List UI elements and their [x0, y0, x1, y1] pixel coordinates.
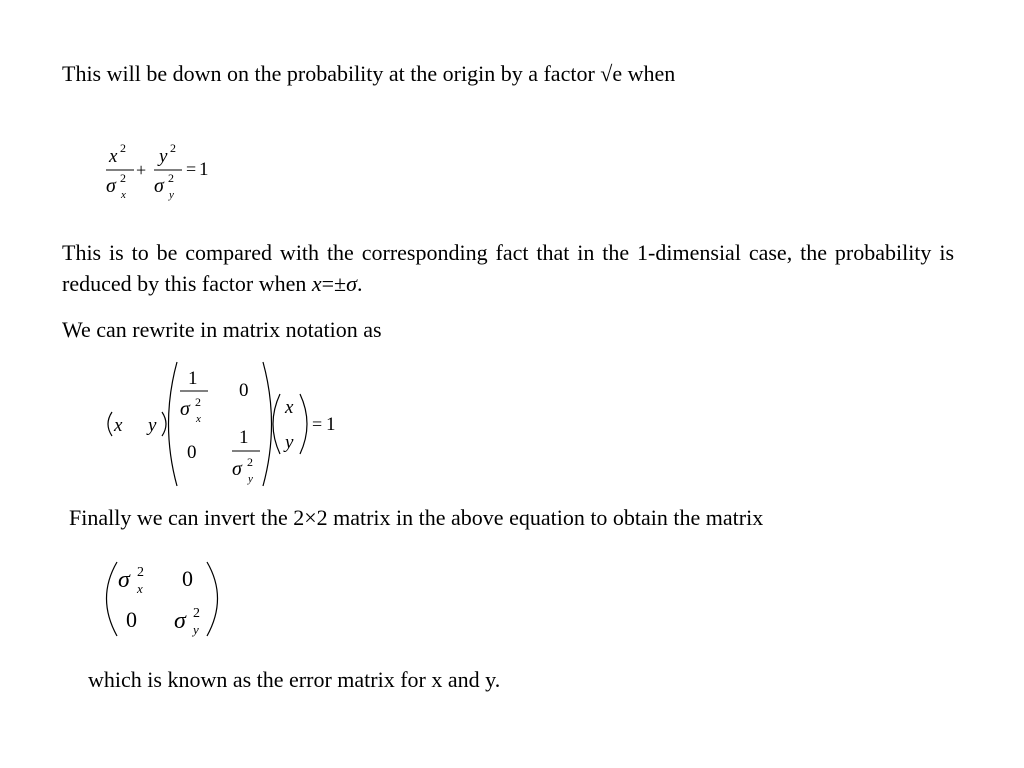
eq1-denominator-sigma-y-exponent: 2 — [168, 171, 174, 185]
paragraph-comparison-text: This is to be compared with the corresponding fact that in the 1-dimensial case, the probability is reduced by this factor when — [62, 240, 954, 296]
eq1-denominator-sigma-y-subscript: y — [169, 189, 174, 201]
eq1-numerator-y: y — [159, 146, 168, 167]
eq2-m11-numerator: 1 — [188, 368, 198, 389]
eq2-col-vector-left-paren — [273, 394, 280, 454]
eq2-m11-sigma-subscript: x — [196, 413, 201, 425]
matrix-equation — [108, 362, 336, 486]
eq2-m22-sigma-exponent: 2 — [247, 455, 253, 469]
eq2-rhs: 1 — [326, 414, 336, 435]
eq2-m11-sigma: σ — [180, 398, 190, 420]
inline-sigma: σ — [346, 271, 357, 296]
eq2-col-vector-x: x — [285, 397, 294, 418]
inline-equals-plusminus: =± — [321, 271, 347, 296]
eq2-matrix-right-paren — [263, 362, 272, 486]
eq3-left-paren — [107, 562, 118, 636]
paragraph-invert-matrix: Finally we can invert the 2×2 matrix in the above equation to obtain the matrix — [69, 505, 764, 530]
paragraph-comparison — [62, 237, 954, 299]
eq3-m22-sigma-subscript: y — [193, 622, 199, 637]
eq3-m22-sigma-exponent: 2 — [193, 606, 200, 621]
eq3-m11-sigma-subscript: x — [137, 581, 143, 596]
eq2-equals: = — [312, 414, 323, 434]
eq2-col-vector-y: y — [285, 432, 294, 453]
eq3-m22-sigma: σ — [174, 608, 186, 634]
eq2-matrix-left-paren — [169, 362, 178, 486]
eq2-row-vector-x: x — [114, 415, 123, 436]
eq2-row-vector-y: y — [148, 415, 157, 436]
eq1-numerator-x-exponent: 2 — [120, 141, 126, 155]
eq1-equals: = — [186, 159, 197, 179]
eq1-denominator-sigma-x-exponent: 2 — [120, 171, 126, 185]
eq1-numerator-y-exponent: 2 — [170, 141, 176, 155]
eq2-m12-zero: 0 — [239, 380, 249, 401]
eq1-plus: + — [136, 160, 147, 180]
eq1-denominator-sigma-y: σ — [154, 175, 164, 197]
eq3-m12-zero: 0 — [182, 566, 193, 591]
paragraph-intro: This will be down on the probability at the origin by a factor √e when — [62, 61, 676, 86]
eq2-row-vector-left-paren — [108, 412, 112, 436]
eq1-denominator-sigma-x: σ — [106, 175, 116, 197]
eq2-col-vector-right-paren — [300, 394, 307, 454]
error-matrix — [107, 562, 218, 637]
paragraph-error-matrix: which is known as the error matrix for x and y. — [88, 667, 501, 692]
inline-variable-x: x — [311, 271, 322, 296]
eq3-right-paren — [207, 562, 218, 636]
eq1-rhs: 1 — [199, 159, 209, 180]
eq3-m11-sigma: σ — [118, 567, 130, 593]
eq2-m22-numerator: 1 — [239, 427, 249, 448]
eq2-row-vector-right-paren — [162, 412, 166, 436]
ellipse-equation — [106, 141, 209, 201]
inline-period: . — [356, 271, 363, 296]
eq2-m21-zero: 0 — [187, 442, 197, 463]
eq2-m22-sigma-subscript: y — [248, 473, 253, 485]
eq2-m11-sigma-exponent: 2 — [195, 395, 201, 409]
eq1-denominator-sigma-x-subscript: x — [121, 189, 126, 201]
eq1-numerator-x: x — [109, 146, 118, 167]
eq3-m21-zero: 0 — [126, 607, 137, 632]
paragraph-matrix-notation: We can rewrite in matrix notation as — [62, 317, 382, 342]
eq3-m11-sigma-exponent: 2 — [137, 565, 144, 580]
eq2-m22-sigma: σ — [232, 458, 242, 480]
